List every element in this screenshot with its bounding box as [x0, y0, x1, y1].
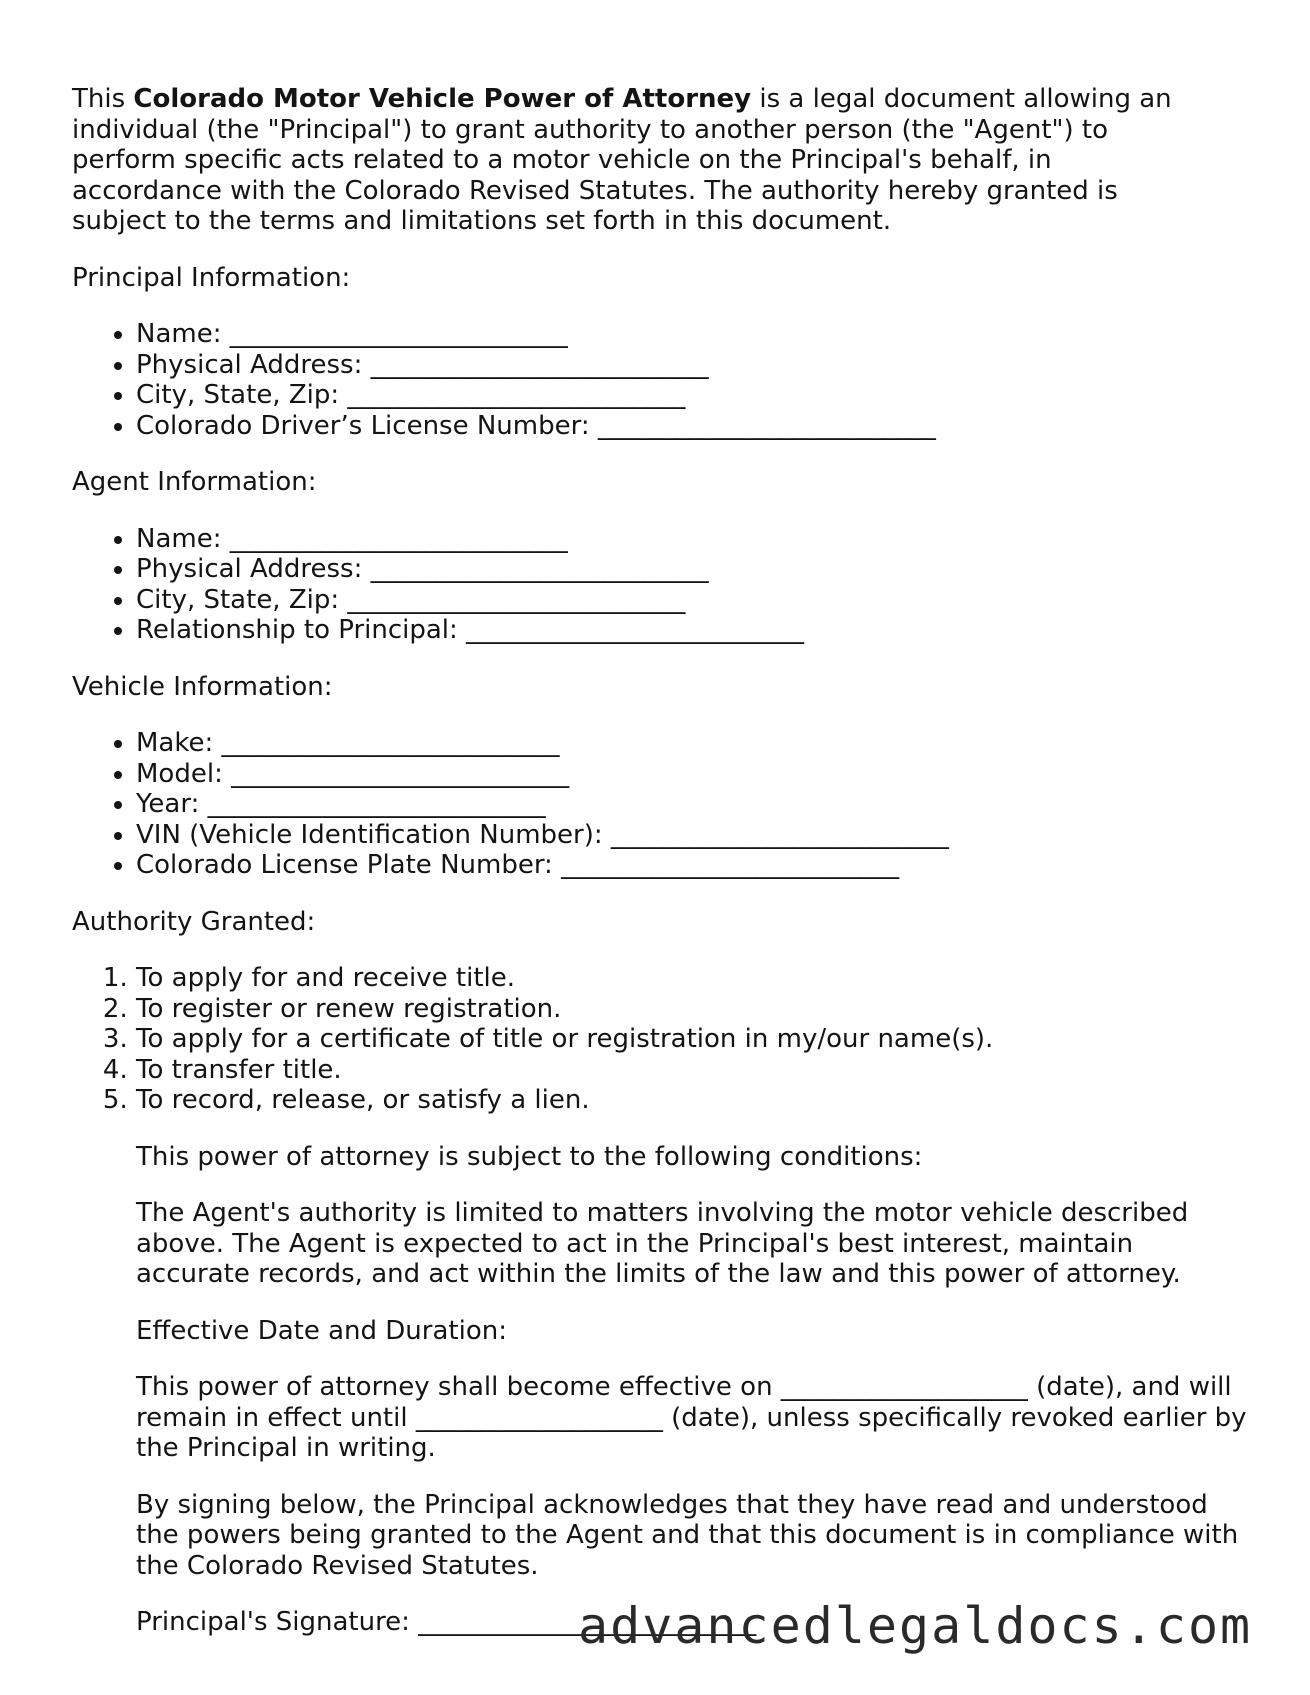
vehicle-list — [72, 728, 1252, 881]
vehicle-vin-field: • VIN (Vehicle Identification Number): __________________________ — [136, 820, 1252, 851]
document-body — [72, 84, 1252, 1664]
document-title: Colorado Motor Vehicle Power of Attorney — [133, 84, 752, 114]
agent-heading: Agent Information: — [72, 467, 317, 497]
acknowledgement-paragraph: By signing below, the Principal acknowledges that they have read and understood the powers being granted to the Agent and that this document is in compliance with the Colorado Revised Statutes. — [136, 1489, 1239, 1581]
principal-name-field: • Name: __________________________ — [136, 319, 1252, 350]
authority-list — [72, 963, 1252, 1116]
authority-item: 4. To transfer title. — [136, 1055, 1252, 1086]
intro-text: is a legal document allowing an individual (the "Principal") to grant authority to another person (the "Agent") to perform specific acts related to a motor vehicle on the Principal's behalf, in accordance with the Colorado Revised Statutes. The authority hereby granted is subject to the terms and limitations set forth in this document. — [72, 84, 1172, 236]
effective-body: This power of attorney shall become effective on ___________________ (date), and will remain in effect until ___________________ (date), unless specifically revoked earlier by the Principal in writing. — [136, 1372, 1247, 1463]
watermark: advancedlegaldocs.com — [578, 1597, 1253, 1655]
authority-item: 3. To apply for a certificate of title or registration in my/our name(s). — [136, 1024, 1252, 1055]
principal-signature-line: Principal's Signature: __________________________ — [136, 1607, 757, 1637]
agent-city-field: • City, State, Zip: __________________________ — [136, 585, 1252, 616]
authority-heading: Authority Granted: — [72, 906, 316, 937]
principal-license-field: • Colorado Driver’s License Number: __________________________ — [136, 411, 1252, 442]
vehicle-make-field: • Make: __________________________ — [136, 728, 1252, 759]
conditions-intro: This power of attorney is subject to the following conditions: — [136, 1141, 923, 1172]
conditions-body: The Agent's authority is limited to matters involving the motor vehicle described above. The Agent is expected to act in the Principal's best interest, maintain accurate records, and act within the limits of the law and this power of attorney. — [136, 1198, 1189, 1289]
vehicle-heading: Vehicle Information: — [72, 671, 333, 702]
agent-relationship-field: • Relationship to Principal: __________________________ — [136, 615, 1252, 646]
effective-heading: Effective Date and Duration: — [136, 1315, 507, 1346]
principal-list — [72, 319, 1252, 441]
intro-prefix: This — [72, 84, 134, 114]
intro-paragraph — [72, 84, 1207, 237]
vehicle-year-field: • Year: __________________________ — [136, 789, 1252, 820]
vehicle-plate-field: • Colorado License Plate Number: __________________________ — [136, 850, 1252, 881]
vehicle-model-field: • Model: __________________________ — [136, 759, 1252, 790]
authority-item: 2. To register or renew registration. — [136, 994, 1252, 1025]
principal-heading: Principal Information: — [72, 262, 351, 293]
agent-list — [72, 524, 1252, 646]
authority-item: 5. To record, release, or satisfy a lien. — [136, 1085, 1252, 1116]
authority-item: 1. To apply for and receive title. — [136, 963, 1252, 994]
agent-address-field: • Physical Address: __________________________ — [136, 554, 1252, 585]
principal-city-field: • City, State, Zip: __________________________ — [136, 380, 1252, 411]
principal-address-field: • Physical Address: __________________________ — [136, 350, 1252, 381]
agent-name-field: • Name: __________________________ — [136, 524, 1252, 555]
